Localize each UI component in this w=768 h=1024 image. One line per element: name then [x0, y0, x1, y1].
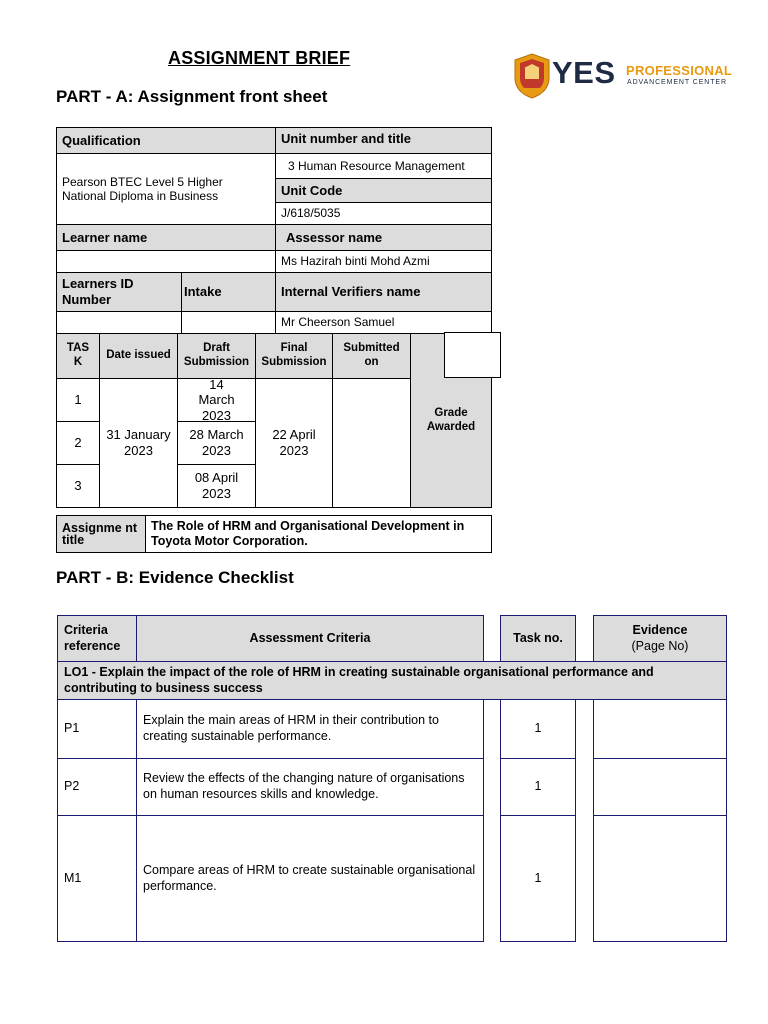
grade-awarded-box: [444, 332, 501, 378]
final-submission-date: 22 April 2023: [255, 378, 333, 508]
part-b-heading: PART - B: Evidence Checklist: [56, 568, 294, 587]
task-number-1: 1: [56, 378, 100, 422]
grade-awarded-label: Grade Awarded: [410, 333, 492, 508]
submitted-on-value: [332, 378, 411, 508]
criteria-reference-header: Criteria reference: [57, 615, 137, 662]
criteria-text-p2: Review the effects of the changing nature of organisations on human resources skills and knowledge.: [136, 758, 484, 816]
task-column-header: TAS K: [56, 333, 100, 379]
evidence-header: [593, 615, 727, 662]
unit-title-value: 3 Human Resource Management: [275, 153, 492, 179]
unit-title-label: Unit number and title: [275, 127, 492, 154]
criteria-ref-m1: M1: [57, 815, 137, 942]
evidence-p1: [593, 699, 727, 759]
assessor-name-label: Assessor name: [275, 224, 492, 251]
criteria-text-p1: Explain the main areas of HRM in their contribution to creating sustainable performance.: [136, 699, 484, 759]
task-number-2: 2: [56, 421, 100, 465]
logo-professional-text: PROFESSIONAL: [626, 63, 733, 78]
learner-name-label: Learner name: [56, 224, 276, 251]
draft-submission-header: Draft Submission: [177, 333, 256, 379]
draft-date-3: 08 April 2023: [177, 464, 256, 508]
final-submission-header: Final Submission: [255, 333, 333, 379]
intake-value: [181, 311, 276, 334]
lo1-heading: LO1 - Explain the impact of the role of HRM in creating sustainable organisational performance and contributing to business success: [57, 661, 727, 700]
internal-verifier-label: Internal Verifiers name: [275, 272, 492, 312]
assignment-brief-title: ASSIGNMENT BRIEF: [168, 48, 351, 68]
unit-code-label: Unit Code: [275, 178, 492, 203]
internal-verifier-value: Mr Cheerson Samuel: [275, 311, 492, 334]
task-no-p2: 1: [500, 758, 576, 816]
task-number-3: 3: [56, 464, 100, 508]
draft-date-2: 28 March 2023: [177, 421, 256, 465]
task-no-header: Task no.: [500, 615, 576, 662]
shield-crest-icon: [512, 52, 552, 100]
evidence-p2: [593, 758, 727, 816]
learner-name-value: [56, 250, 276, 273]
date-issued-header: Date issued: [99, 333, 178, 379]
logo-brand-text: YES: [552, 55, 616, 90]
criteria-ref-p2: P2: [57, 758, 137, 816]
submitted-on-header: Submitted on: [332, 333, 411, 379]
qualification-value: Pearson BTEC Level 5 Higher National Diploma in Business: [56, 153, 276, 225]
assignment-title-value: The Role of HRM and Organisational Development in Toyota Motor Corporation.: [145, 515, 492, 553]
unit-code-value: J/618/5035: [275, 202, 492, 225]
criteria-text-m1: Compare areas of HRM to create sustainable organisational performance.: [136, 815, 484, 942]
task-no-p1: 1: [500, 699, 576, 759]
evidence-header-sub: (Page No): [631, 638, 689, 653]
date-issued-value: 31 January 2023: [99, 378, 178, 508]
draft-date-1: 14 March 2023: [177, 378, 256, 422]
criteria-ref-p1: P1: [57, 699, 137, 759]
assessment-criteria-header: Assessment Criteria: [136, 615, 484, 662]
learner-id-label: Learners ID Number: [56, 272, 182, 312]
intake-label: Intake: [181, 272, 276, 312]
part-a-heading: PART - A: Assignment front sheet: [56, 87, 328, 106]
learner-id-value: [56, 311, 182, 334]
assignment-title-label: Assignme nt title: [56, 515, 146, 553]
assessor-name-value: Ms Hazirah binti Mohd Azmi: [275, 250, 492, 273]
task-no-m1: 1: [500, 815, 576, 942]
evidence-m1: [593, 815, 727, 942]
evidence-header-label: Evidence: [632, 622, 688, 637]
logo-subtitle-text: ADVANCEMENT CENTER: [627, 79, 727, 86]
qualification-label: Qualification: [56, 127, 276, 154]
